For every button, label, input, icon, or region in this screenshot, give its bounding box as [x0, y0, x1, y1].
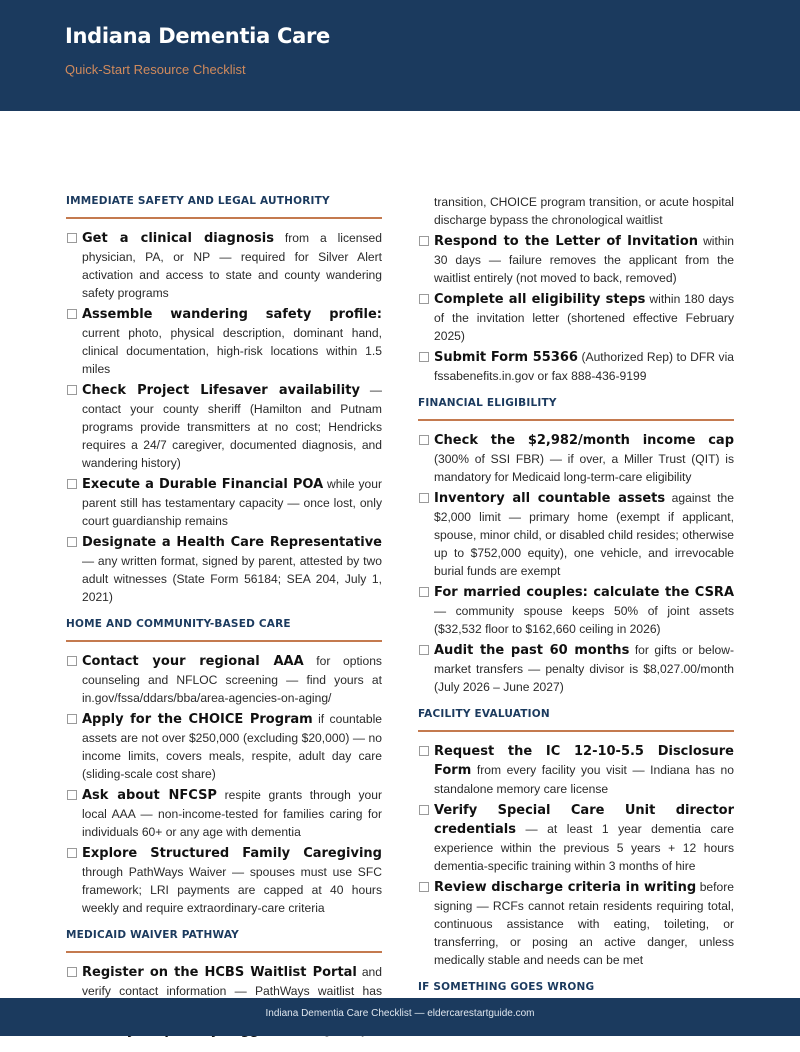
- item-text: — contact your county sheriff (Hamilton and Putnam programs provide transmitters at no cost; Hendricks requires a 24/7 caregiver, documented diagnosis, and wandering history): [82, 383, 382, 470]
- item-lead: Review discharge criteria in writing: [434, 880, 697, 895]
- item-lead: Apply for the CHOICE Program: [82, 712, 313, 727]
- checklist-item[interactable]: [66, 229, 382, 302]
- checklist-item[interactable]: [66, 844, 382, 917]
- checkbox[interactable]: [419, 352, 429, 362]
- item-lead: Contact your regional AAA: [82, 654, 304, 669]
- checkbox[interactable]: [67, 790, 77, 800]
- item-text: — any written format, signed by parent, attested by two adult witnesses (State Form 56184; SEA 204, July 1, 2021): [82, 554, 382, 604]
- checkbox[interactable]: [419, 493, 429, 503]
- item-lead: Designate a Health Care Representative: [82, 535, 382, 550]
- item-text: from every facility you visit — Indiana has no standalone memory care license: [434, 763, 734, 796]
- item-lead: Register on the HCBS Waitlist Portal: [82, 965, 357, 980]
- item-lead: Assemble wandering safety profile:: [82, 307, 382, 322]
- section-financial: [418, 397, 734, 696]
- checkbox[interactable]: [419, 746, 429, 756]
- item-text: before signing — RCFs cannot retain residents requiring total, continuous assistance with eating, toileting, or transferring, or posing an active danger, unless medically stable and needs can be met: [434, 880, 734, 967]
- item-lead: Explore Structured Family Caregiving: [82, 846, 382, 861]
- checklist-item[interactable]: [66, 475, 382, 530]
- item-text: while your parent still has testamentary capacity — once lost, only court guardianship remains: [82, 477, 383, 528]
- checkbox[interactable]: [419, 294, 429, 304]
- item-lead: Check the $2,982/month income cap: [434, 433, 734, 448]
- section-waiver-continued: [418, 193, 734, 385]
- section-heading: MEDICAID WAIVER PATHWAY: [66, 929, 382, 953]
- page-title: Indiana Dementia Care: [65, 24, 330, 48]
- section-heading: FACILITY EVALUATION: [418, 708, 734, 732]
- checklist-item[interactable]: [418, 290, 734, 345]
- section-heading: FINANCIAL ELIGIBILITY: [418, 397, 734, 421]
- checkbox[interactable]: [67, 537, 77, 547]
- checklist-item[interactable]: [66, 710, 382, 783]
- item-text: if countable assets are not over $250,000 (excluding $20,000) — no income limits, covers meals, respite, adult day care (sliding-scale cost share): [82, 712, 383, 781]
- item-text: (Authorized Rep) to DFR via fssabenefits.in.gov or fax 888-436-9199: [434, 350, 734, 383]
- section-heading: IMMEDIATE SAFETY AND LEGAL AUTHORITY: [66, 195, 382, 219]
- item-text: within 30 days — failure removes the applicant from the waitlist entirely (not moved to back, removed): [434, 234, 734, 285]
- right-column: [418, 193, 734, 1017]
- item-lead: For married couples: calculate the CSRA: [434, 585, 734, 600]
- checklist-item[interactable]: [66, 381, 382, 472]
- left-column: [66, 195, 382, 1052]
- checkbox[interactable]: [67, 656, 77, 666]
- checklist-item[interactable]: [66, 652, 382, 707]
- checklist-item[interactable]: [418, 348, 734, 385]
- item-lead: Submit Form 55366: [434, 350, 578, 365]
- page-header: [0, 0, 800, 111]
- checklist-item[interactable]: [418, 431, 734, 486]
- item-lead: Execute a Durable Financial POA: [82, 477, 324, 492]
- section-safety: [66, 195, 382, 606]
- item-text: within 180 days of the invitation letter (shortened effective February 2025): [434, 292, 734, 343]
- item-lead: Ask about NFCSP: [82, 788, 217, 803]
- checkbox[interactable]: [419, 645, 429, 655]
- section-facility: [418, 708, 734, 969]
- item-text: from a licensed physician, PA, or NP — required for Silver Alert activation and access to state and county wandering safety programs: [82, 231, 382, 300]
- item-lead: Inventory all countable assets: [434, 491, 666, 506]
- checkbox[interactable]: [67, 848, 77, 858]
- footer-text: Indiana Dementia Care Checklist — eldercarestartguide.com: [265, 1008, 535, 1019]
- page-footer: [0, 998, 800, 1036]
- checkbox[interactable]: [419, 805, 429, 815]
- checklist-item[interactable]: [418, 232, 734, 287]
- checkbox[interactable]: [67, 233, 77, 243]
- item-lead: Audit the past 60 months: [434, 643, 630, 658]
- checklist-item[interactable]: [66, 305, 382, 378]
- section-heading: IF SOMETHING GOES WRONG: [418, 981, 734, 1005]
- item-text: through PathWays Waiver — spouses must use SFC framework; LRI payments are capped at 40 hours weekly and require extraordinary-care criteria: [82, 865, 382, 915]
- item-lead: Respond to the Letter of Invitation: [434, 234, 699, 249]
- checkbox[interactable]: [419, 435, 429, 445]
- checkbox[interactable]: [67, 309, 77, 319]
- checkbox[interactable]: [67, 967, 77, 977]
- checklist-item[interactable]: [66, 786, 382, 841]
- section-heading: HOME AND COMMUNITY-BASED CARE: [66, 618, 382, 642]
- item-text: for options counseling and NFLOC screening — find yours at in.gov/fssa/ddars/bba/area-agencies-on-aging/: [82, 654, 382, 705]
- item-text: and verify contact information — PathWays waitlist has: [82, 965, 382, 998]
- checklist-item[interactable]: [418, 583, 734, 638]
- item-text: — community spouse keeps 50% of joint assets ($32,532 floor to $162,660 ceiling in 2026): [434, 604, 734, 636]
- checklist-item[interactable]: [418, 489, 734, 580]
- item-lead: Check Project Lifesaver availability: [82, 383, 360, 398]
- item-text: respite grants through your local AAA — non-income-tested for families caring for individuals 60+ or any age with dementia: [82, 788, 382, 839]
- item-text: current photo, physical description, dominant hand, clinical documentation, high-risk locations within 1.5 miles: [82, 326, 382, 376]
- item-text: for gifts or below-market transfers — penalty divisor is $8,027.00/month (July 2026 – June 2027): [434, 643, 734, 694]
- item-continuation: transition, CHOICE program transition, or acute hospital discharge bypass the chronological waitlist: [434, 195, 734, 227]
- page-subtitle: Quick-Start Resource Checklist: [65, 62, 246, 77]
- checklist-item[interactable]: [418, 878, 734, 969]
- checkbox[interactable]: [67, 714, 77, 724]
- checkbox[interactable]: [67, 479, 77, 489]
- item-lead: Complete all eligibility steps: [434, 292, 646, 307]
- checklist-item[interactable]: [418, 801, 734, 875]
- item-text: — at least 1 year dementia care experience within the previous 5 years + 12 hours dementia-specific training within 3 months of hire: [434, 822, 734, 873]
- checklist-item[interactable]: [418, 641, 734, 696]
- checkbox[interactable]: [419, 882, 429, 892]
- checkbox[interactable]: [67, 385, 77, 395]
- checkbox[interactable]: [419, 587, 429, 597]
- item-lead: Request the IC 12-10-5.5 Disclosure Form: [434, 744, 734, 778]
- item-text: against the $2,000 limit — primary home (exempt if applicant, spouse, minor child, or disabled child resides; otherwise up to $752,000 equity), one vehicle, and irrevocable burial funds are exempt: [434, 491, 734, 578]
- checklist-item[interactable]: [418, 742, 734, 798]
- checkbox[interactable]: [419, 236, 429, 246]
- checklist-item[interactable]: [66, 533, 382, 606]
- item-text: (300% of SSI FBR) — if over, a Miller Trust (QIT) is mandatory for Medicaid long-term-care eligibility: [434, 452, 734, 484]
- item-lead: Verify Special Care Unit director credentials: [434, 803, 734, 837]
- section-hcbs: [66, 618, 382, 917]
- item-lead: Get a clinical diagnosis: [82, 231, 274, 246]
